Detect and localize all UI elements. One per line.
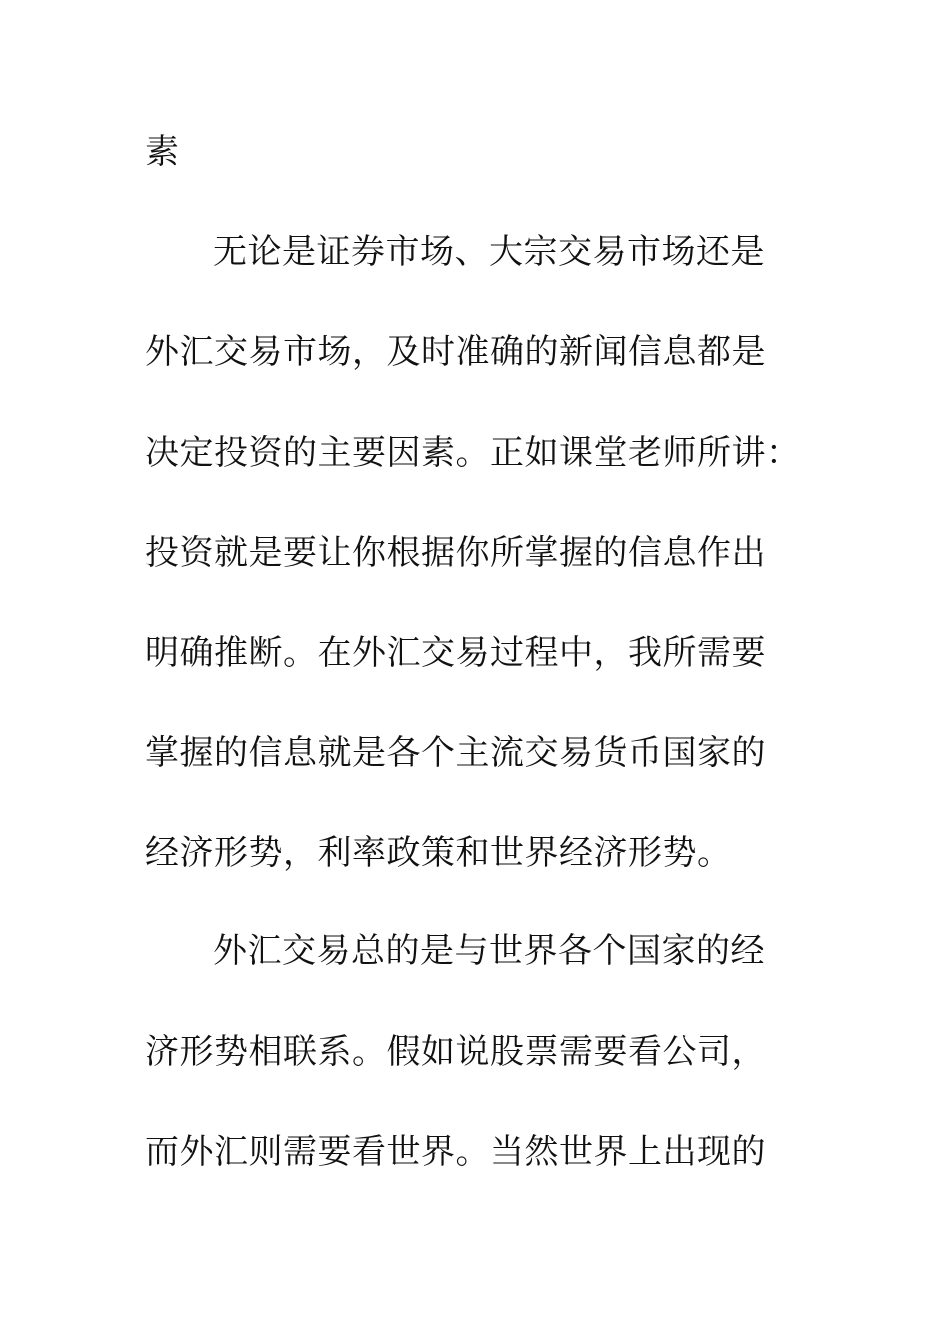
paragraph-line: 外汇交易市场，及时准确的新闻信息都是 — [145, 332, 766, 372]
paragraph-line: 济形势相联系。假如说股票需要看公司， — [145, 1032, 766, 1072]
paragraph-line: 外汇交易总的是与世界各个国家的经 — [213, 931, 765, 971]
paragraph-line: 明确推断。在外汇交易过程中，我所需要 — [145, 633, 766, 673]
paragraph-line: 素 — [145, 132, 180, 172]
paragraph-line: 经济形势，利率政策和世界经济形势。 — [145, 833, 732, 873]
paragraph-line: 无论是证券市场、大宗交易市场还是 — [213, 232, 765, 272]
paragraph-line: 掌握的信息就是各个主流交易货币国家的 — [145, 733, 766, 773]
paragraph-line: 投资就是要让你根据你所掌握的信息作出 — [145, 533, 766, 573]
paragraph-line: 决定投资的主要因素。正如课堂老师所讲： — [145, 433, 801, 473]
paragraph-line: 而外汇则需要看世界。当然世界上出现的 — [145, 1132, 766, 1172]
